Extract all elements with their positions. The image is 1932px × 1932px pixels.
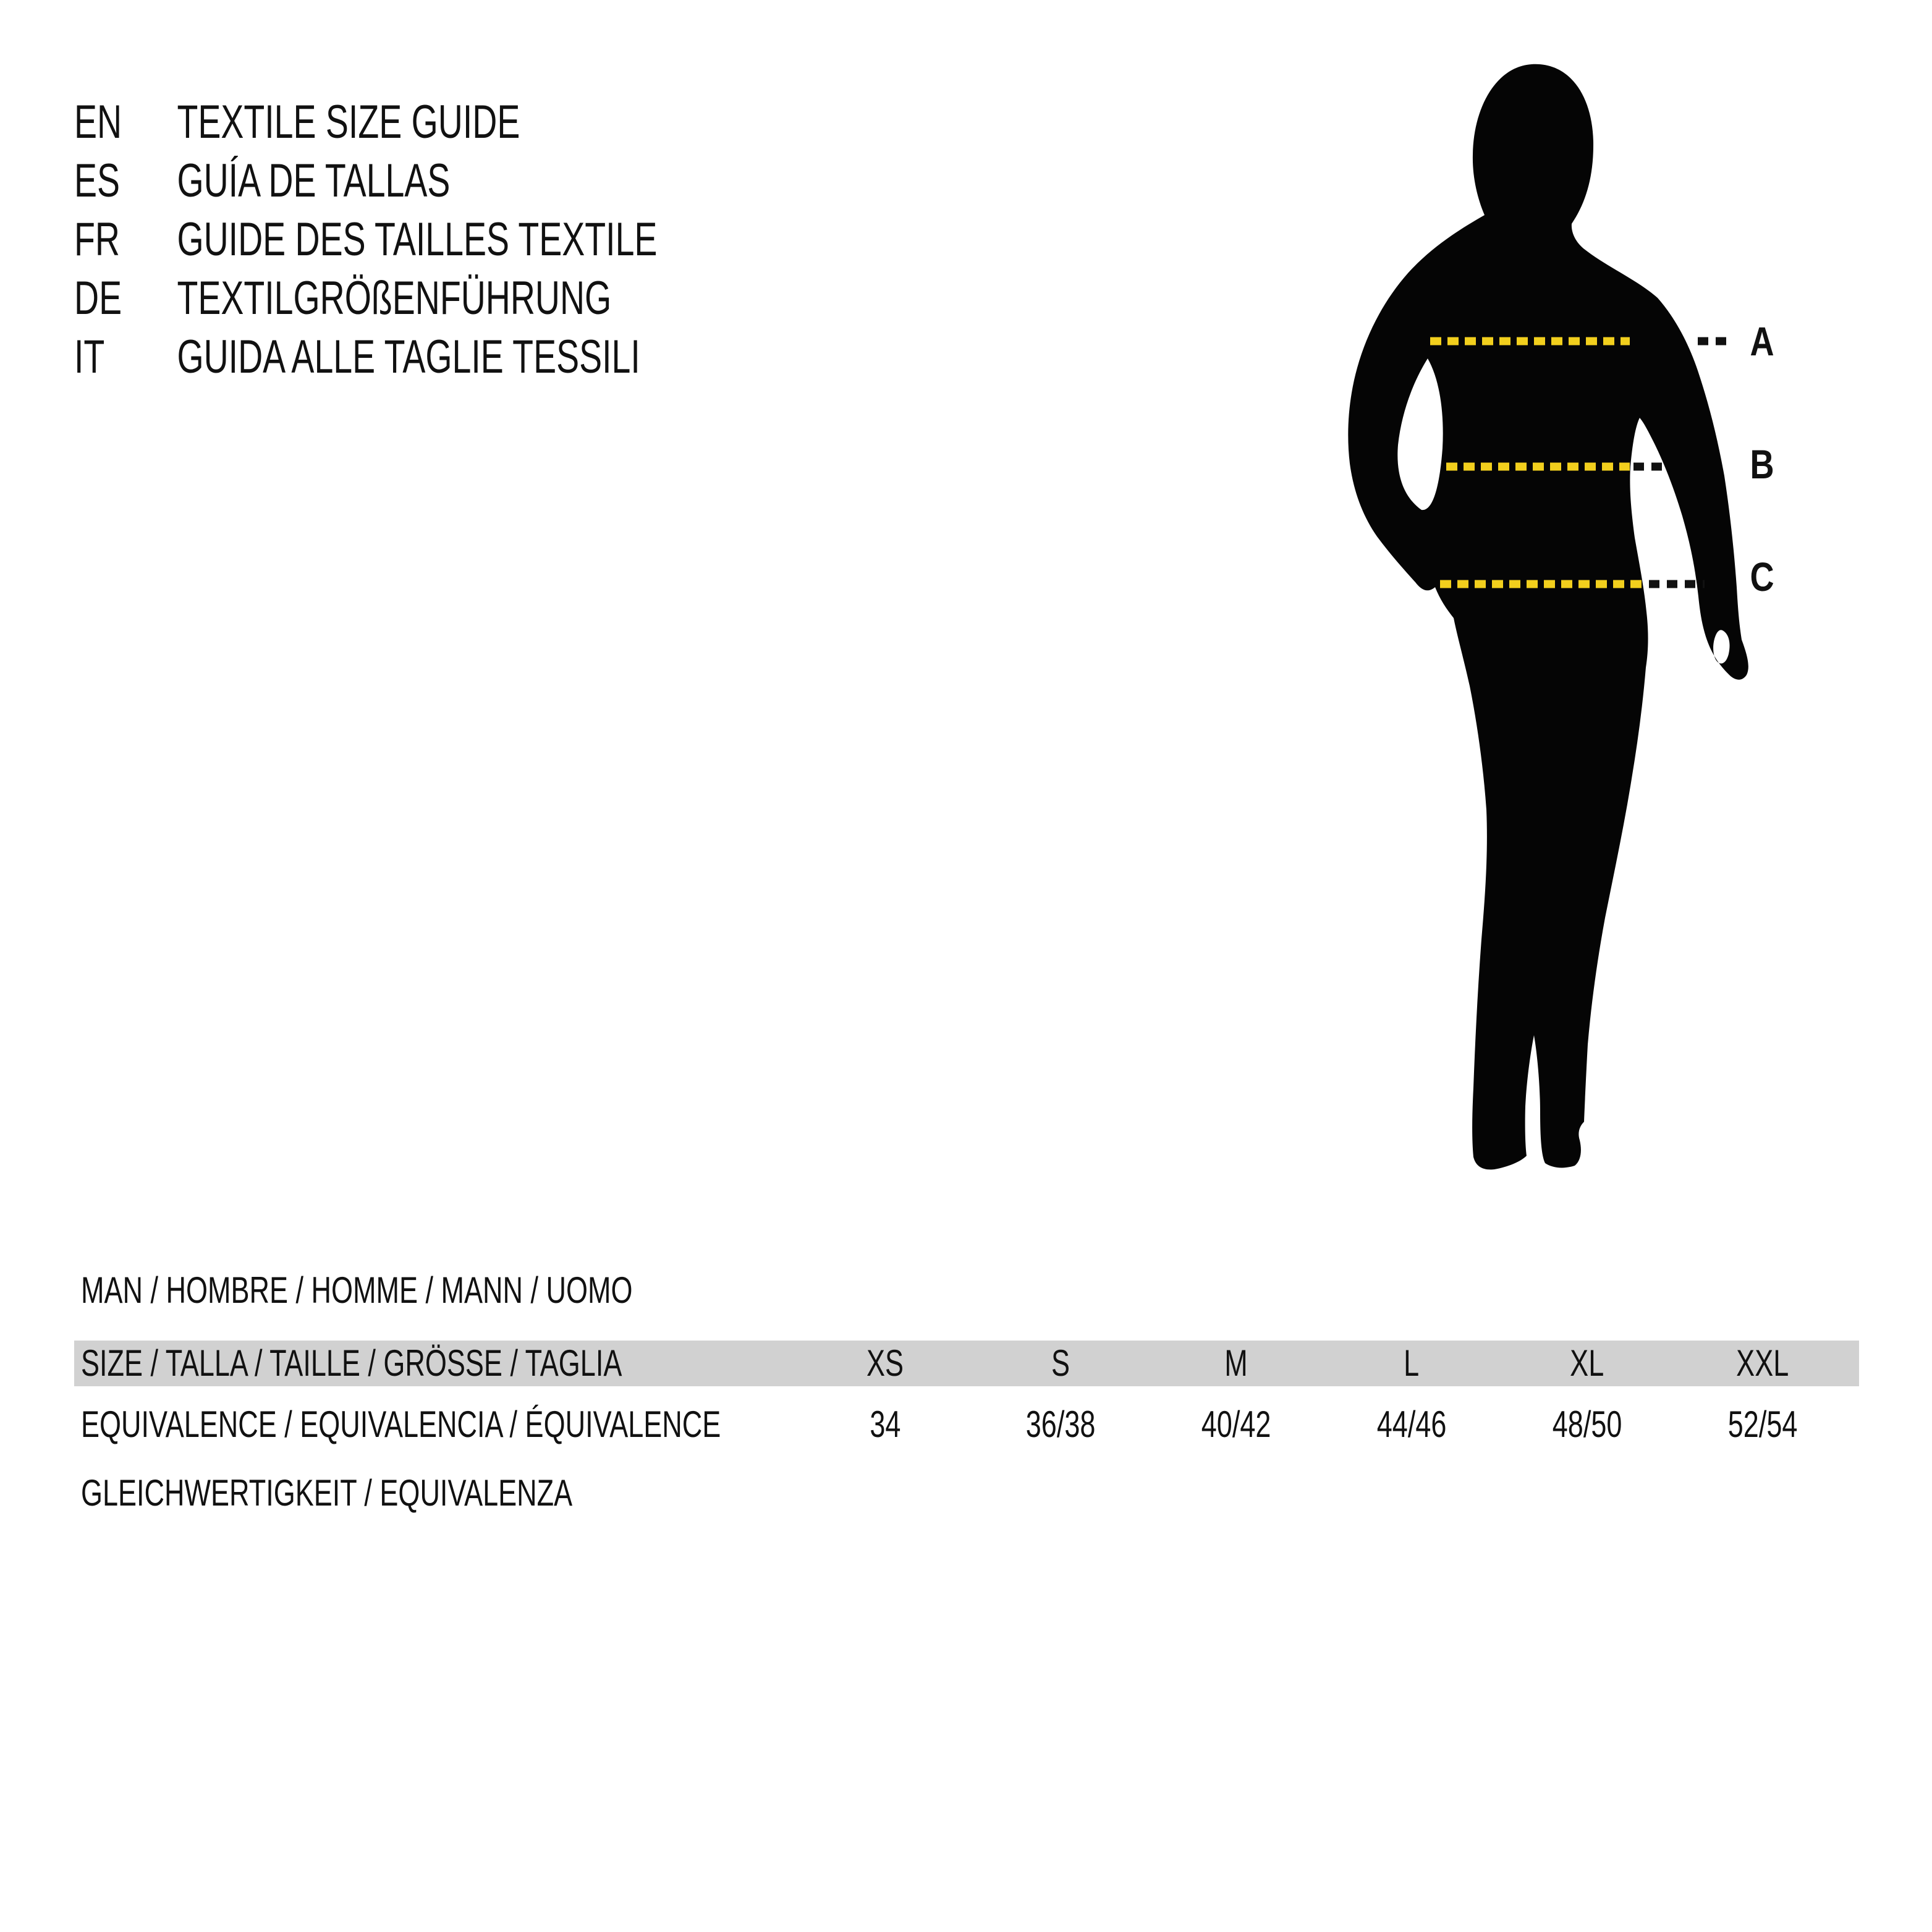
language-code: ES — [74, 155, 121, 207]
language-row-es — [74, 151, 450, 210]
language-row-fr — [74, 210, 657, 269]
equivalence-value-xs: 34 — [869, 1404, 901, 1445]
section-title-man: MAN / HOMBRE / HOMME / MANN / UOMO — [81, 1269, 633, 1311]
language-code: IT — [74, 331, 105, 383]
language-row-en — [74, 93, 520, 151]
size-table-header-bar — [74, 1341, 1859, 1386]
size-column-header-s: S — [1051, 1342, 1070, 1384]
language-label: TEXTILE SIZE GUIDE — [177, 96, 520, 148]
size-column-header-m: M — [1224, 1342, 1248, 1384]
equivalence-value-l: 44/46 — [1376, 1404, 1447, 1445]
language-code: DE — [74, 272, 122, 324]
equivalence-value-xxl: 52/54 — [1727, 1404, 1798, 1445]
measure-label-b: B — [1750, 441, 1774, 487]
language-row-de — [74, 269, 611, 328]
language-code: EN — [74, 96, 122, 148]
language-label: GUÍA DE TALLAS — [177, 155, 451, 207]
language-label: GUIDA ALLE TAGLIE TESSILI — [177, 331, 640, 383]
size-column-header-xs: XS — [866, 1342, 904, 1384]
equivalence-label-line2: GLEICHWERTIGKEIT / EQUIVALENZA — [81, 1472, 573, 1514]
language-code: FR — [74, 213, 120, 266]
equivalence-value-s: 36/38 — [1025, 1404, 1096, 1445]
language-row-it — [74, 328, 640, 386]
equivalence-value-m: 40/42 — [1201, 1404, 1271, 1445]
measure-label-c: C — [1750, 554, 1774, 600]
size-table-header-label: SIZE / TALLA / TAILLE / GRÖSSE / TAGLIA — [81, 1342, 622, 1384]
man-silhouette-figure — [1236, 49, 1854, 1187]
language-label: TEXTILGRÖßENFÜHRUNG — [177, 272, 612, 324]
man-silhouette — [1348, 64, 1748, 1170]
size-column-header-xxl: XXL — [1736, 1342, 1789, 1384]
equivalence-label-line1: EQUIVALENCE / EQUIVALENCIA / ÉQUIVALENCE — [81, 1404, 721, 1445]
language-label: GUIDE DES TAILLES TEXTILE — [177, 213, 658, 266]
size-column-header-xl: XL — [1570, 1342, 1604, 1384]
measure-label-a: A — [1750, 318, 1774, 364]
equivalence-value-xl: 48/50 — [1552, 1404, 1622, 1445]
size-column-header-l: L — [1404, 1342, 1420, 1384]
